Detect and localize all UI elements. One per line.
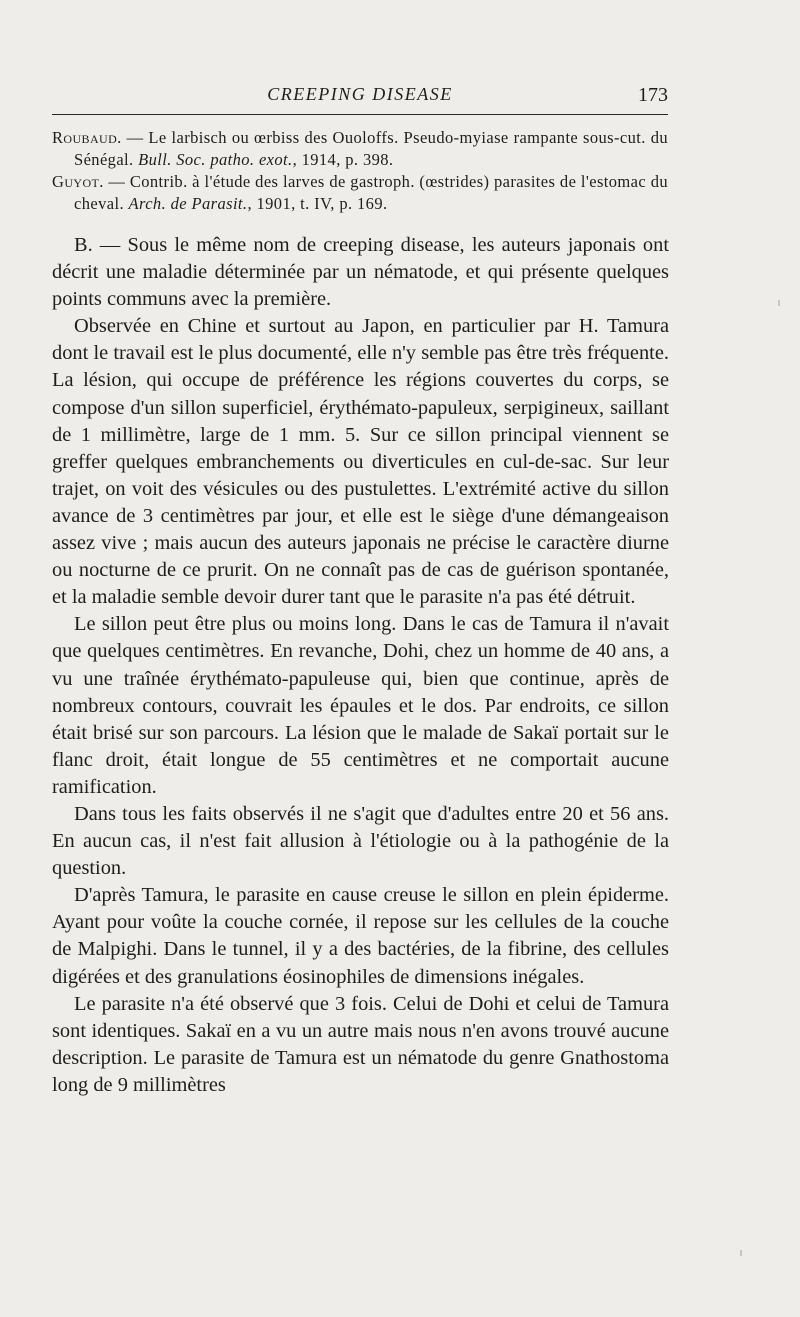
- reference-journal: Bull. Soc. patho. exot.: [138, 150, 293, 169]
- reference-text: — Le larbisch ou œrbiss des Ouoloffs. Pseudo-myiase rampante sous-cut. du Sénégal.: [74, 128, 668, 169]
- paragraph: Observée en Chine et surtout au Japon, en particulier par H. Tamura dont le travail est le plus documenté, elle n'y semble pas être très fréquente. La lésion, qui occupe de préférence les régions couvertes du corps, se compose d'un sillon superficiel, érythémato-papuleux, serpigineux, saillant de 1 millimètre, large de 1 mm. 5. Sur ce sillon principal viennent se greffer quelques embranchements ou diverticules en cul-de-sac. Sur leur trajet, on voit des vésicules ou des pustulettes. L'extrémité active du sillon avance de 3 centimètres par jour, et elle est le siège d'une démangeaison assez vive ; mais aucun des auteurs japonais ne précise le caractère diurne ou nocturne de ce prurit. On ne connaît pas de cas de guérison spontanée, et la maladie semble devoir durer tant que le parasite n'a pas été détruit.: [52, 315, 669, 609]
- paragraph: Dans tous les faits observés il ne s'agit que d'adultes entre 20 et 56 ans. En aucun cas, il n'est fait allusion à l'étiologie ou à la pathogénie de la question.: [52, 802, 669, 880]
- reference-tail: , 1901, t. IV, p. 169.: [247, 194, 388, 213]
- page-number: 173: [638, 84, 668, 106]
- paragraph: D'après Tamura, le parasite en cause creuse le sillon en plein épiderme. Ayant pour voûte la couche cornée, il repose sur les cellules de la couche de Malpighi. Dans le tunnel, il y a des bactéries, de la fibrine, des cellules digérées et des granulations éosinophiles de dimensions inégales.: [52, 884, 669, 988]
- header-rule: [52, 114, 668, 115]
- paper-speck: [740, 1250, 742, 1256]
- paper-speck: [778, 300, 780, 306]
- running-title: CREEPING DISEASE: [267, 84, 453, 104]
- reference-tail: , 1914, p. 398.: [292, 150, 394, 169]
- reference-journal: Arch. de Parasit.: [128, 194, 248, 213]
- paragraph: B. — Sous le même nom de creeping disease, les auteurs japonais ont décrit une maladie déterminée par un nématode, et qui présente quelques points communs avec la première.: [52, 234, 669, 311]
- reference-text: — Contrib. à l'étude des larves de gastroph. (œstrides) parasites de l'estomac du cheval.: [74, 172, 668, 213]
- paragraph: Le sillon peut être plus ou moins long. Dans le cas de Tamura il n'avait que quelques centimètres. En revanche, Dohi, chez un homme de 40 ans, a vu une traînée érythémato-papuleuse qui, bien que continue, après de nombreux contours, couvrait les épaules et le dos. Par endroits, ce sillon était brisé sur son parcours. La lésion que le malade de Sakaï portait sur le flanc droit, était longue de 55 centimètres et ne comportait aucune ramification.: [52, 613, 669, 798]
- paragraph: Le parasite n'a été observé que 3 fois. Celui de Dohi et celui de Tamura sont identiques. Sakaï en a vu un autre mais nous n'en avons trouvé aucune description. Le parasite de Tamura est un nématode du genre Gnathostoma long de 9 millimètres: [52, 992, 669, 1096]
- page-header: [52, 80, 668, 108]
- reference-author: Roubaud.: [52, 128, 122, 147]
- body-text: [52, 232, 669, 1099]
- reference-entry: [52, 127, 668, 171]
- reference-author: Guyot.: [52, 172, 104, 191]
- bibliography-references: [52, 127, 668, 215]
- reference-entry: [52, 171, 668, 215]
